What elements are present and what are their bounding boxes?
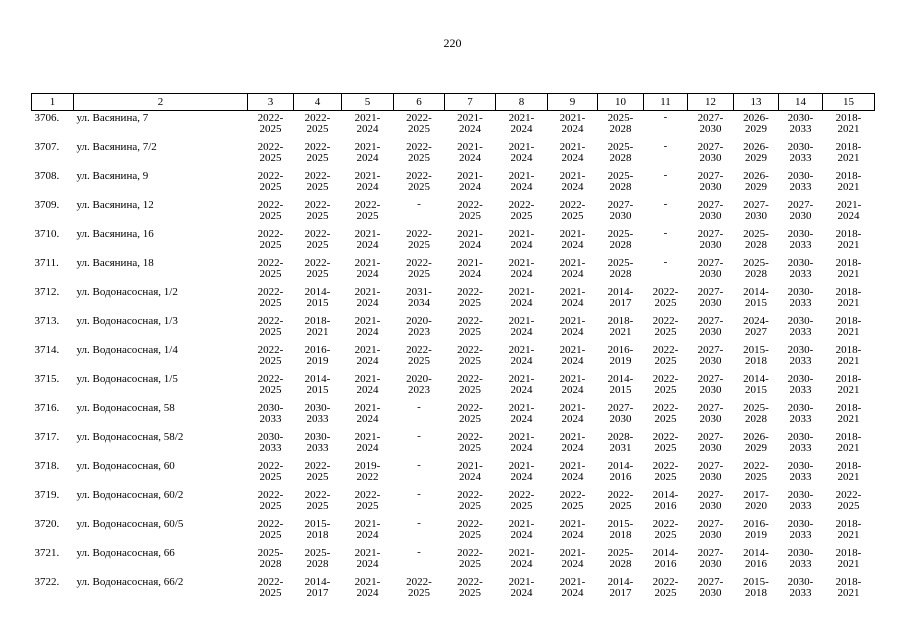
year-range-cell: 2022- 2025 [406,170,432,193]
year-range-cell: 2020- 2023 [406,315,432,338]
year-range-cell: 2027- 2030 [697,547,724,570]
year-range-cell: 2021- 2024 [354,286,381,309]
year-range-cell: 2022- 2025 [354,199,381,222]
year-range-cell: 2021- 2024 [559,431,586,454]
year-range-cell: 2021- 2024 [508,460,535,483]
year-range-cell: 2025- 2028 [743,257,769,280]
year-range-cell: 2026- 2029 [743,170,769,193]
column-header: 8 [496,94,548,111]
year-range-cell: 2022- 2025 [304,257,331,280]
year-range-cell: 2026- 2029 [743,112,769,135]
year-range-cell: 2021- 2024 [559,373,586,396]
year-range-cell: 2021- 2024 [354,170,381,193]
address: ул. Водонасосная, 1/3 [76,315,178,327]
table-body [32,111,875,605]
table-row [32,227,875,256]
table-row [32,517,875,546]
year-range-cell: 2018- 2021 [835,228,862,251]
year-range-cell: 2022- 2025 [835,489,862,512]
year-range-cell: 2027- 2030 [697,344,724,367]
address: ул. Васянина, 7 [76,112,149,124]
row-number: 3708. [34,170,60,182]
year-range-cell: 2030- 2033 [787,170,814,193]
year-range-cell: 2030- 2033 [787,344,814,367]
year-range-cell: 2021- 2024 [559,228,586,251]
year-range-cell: 2016- 2019 [743,518,769,541]
year-range-cell: 2022- 2025 [457,344,483,367]
table-row [32,169,875,198]
year-range-cell: 2022- 2025 [652,431,679,454]
year-range-cell: 2021- 2024 [508,344,535,367]
row-number: 3722. [34,576,60,588]
year-range-cell: 2018- 2021 [835,373,862,396]
year-range-cell: 2018- 2021 [835,257,862,280]
year-range-cell: 2022- 2025 [257,344,284,367]
year-range-cell: 2021- 2024 [457,228,483,251]
year-range-cell: 2021- 2024 [354,112,381,135]
year-range-cell: 2027- 2030 [607,199,634,222]
year-range-cell: - [417,401,421,413]
year-range-cell: 2018- 2021 [835,141,862,164]
address: ул. Водонасосная, 60 [76,460,175,472]
year-range-cell: 2026- 2029 [743,141,769,164]
year-range-cell: 2022- 2025 [257,199,284,222]
year-range-cell: 2030- 2033 [304,431,331,454]
table-row [32,343,875,372]
header-row [32,94,875,111]
year-range-cell: 2022- 2025 [257,576,284,599]
year-range-cell: 2025- 2028 [607,257,634,280]
year-range-cell: 2021- 2024 [508,141,535,164]
year-range-cell: 2021- 2024 [354,576,381,599]
table-row [32,459,875,488]
year-range-cell: 2027- 2030 [697,460,724,483]
column-header: 3 [248,94,294,111]
row-number: 3716. [34,402,60,414]
year-range-cell: 2014- 2015 [304,373,331,396]
row-number: 3707. [34,141,60,153]
year-range-cell: 2027- 2030 [697,228,724,251]
table-row [32,140,875,169]
year-range-cell: 2018- 2021 [835,112,862,135]
year-range-cell: 2021- 2024 [354,257,381,280]
year-range-cell: 2026- 2029 [743,431,769,454]
year-range-cell: 2022- 2025 [304,199,331,222]
address: ул. Водонасосная, 60/2 [76,489,184,501]
year-range-cell: 2022- 2025 [652,286,679,309]
row-number: 3718. [34,460,60,472]
year-range-cell: 2021- 2024 [559,286,586,309]
year-range-cell: 2022- 2025 [304,228,331,251]
year-range-cell: 2022- 2025 [257,489,284,512]
year-range-cell: 2021- 2024 [508,228,535,251]
year-range-cell: 2021- 2024 [559,402,586,425]
row-number: 3712. [34,286,60,298]
page-number: 220 [443,36,462,50]
year-range-cell: 2024- 2027 [743,315,769,338]
table-row [32,256,875,285]
column-header: 7 [445,94,496,111]
year-range-cell: 2025- 2028 [743,402,769,425]
column-header: 4 [294,94,342,111]
year-range-cell: 2027- 2030 [743,199,769,222]
year-range-cell: 2022- 2025 [406,257,432,280]
year-range-cell: 2022- 2025 [652,344,679,367]
year-range-cell: 2021- 2024 [457,112,483,135]
year-range-cell: 2021- 2024 [559,576,586,599]
year-range-cell: - [663,169,668,181]
year-range-cell: 2022- 2025 [743,460,769,483]
year-range-cell: 2021- 2024 [559,315,586,338]
row-number: 3711. [34,257,59,269]
year-range-cell: 2014- 2017 [607,286,634,309]
year-range-cell: 2015- 2018 [304,518,331,541]
year-range-cell: 2022- 2025 [652,518,679,541]
year-range-cell: - [417,459,421,471]
year-range-cell: 2030- 2033 [257,402,284,425]
year-range-cell: - [417,430,421,442]
year-range-cell: 2021- 2024 [457,257,483,280]
year-range-cell: 2014- 2016 [607,460,634,483]
address: ул. Водонасосная, 66/2 [76,576,184,588]
address: ул. Васянина, 16 [76,228,154,240]
year-range-cell: 2022- 2025 [304,170,331,193]
year-range-cell: 2021- 2024 [457,141,483,164]
year-range-cell: 2022- 2025 [257,518,284,541]
year-range-cell: - [663,256,668,268]
year-range-cell: 2021- 2024 [457,460,483,483]
year-range-cell: 2021- 2024 [508,373,535,396]
address: ул. Васянина, 12 [76,199,154,211]
address: ул. Водонасосная, 60/5 [76,518,184,530]
year-range-cell: 2022- 2025 [406,141,432,164]
year-range-cell: 2014- 2017 [304,576,331,599]
year-range-cell: 2030- 2033 [787,460,814,483]
year-range-cell: 2028- 2031 [607,431,634,454]
year-range-cell: 2027- 2030 [787,199,814,222]
table-row [32,546,875,575]
year-range-cell: 2025- 2028 [607,228,634,251]
row-number: 3709. [34,199,60,211]
year-range-cell: 2022- 2025 [257,170,284,193]
year-range-cell: 2021- 2024 [354,315,381,338]
year-range-cell: 2022- 2025 [257,228,284,251]
row-number: 3706. [34,112,60,124]
year-range-cell: 2021- 2024 [559,112,586,135]
year-range-cell: 2027- 2030 [697,373,724,396]
year-range-cell: 2030- 2033 [257,431,284,454]
year-range-cell: 2022- 2025 [652,402,679,425]
year-range-cell: 2027- 2030 [697,112,724,135]
year-range-cell: 2021- 2024 [559,460,586,483]
year-range-cell: 2022- 2025 [354,489,381,512]
year-range-cell: 2027- 2030 [697,431,724,454]
year-range-cell: 2021- 2024 [354,228,381,251]
year-range-cell: 2018- 2021 [835,576,862,599]
year-range-cell: 2021- 2024 [559,170,586,193]
year-range-cell: 2021- 2024 [508,286,535,309]
year-range-cell: 2027- 2030 [697,518,724,541]
year-range-cell: 2022- 2025 [457,286,483,309]
year-range-cell: 2016- 2019 [607,344,634,367]
year-range-cell: 2014- 2015 [743,286,769,309]
year-range-cell: 2030- 2033 [787,286,814,309]
year-range-cell: 2025- 2028 [257,547,284,570]
column-header: 11 [644,94,688,111]
year-range-cell: 2025- 2028 [607,170,634,193]
address: ул. Водонасосная, 1/4 [76,344,178,356]
year-range-cell: 2022- 2025 [457,315,483,338]
year-range-cell: 2022- 2025 [607,489,634,512]
year-range-cell: 2018- 2021 [835,170,862,193]
column-header: 10 [598,94,644,111]
address: ул. Водонасосная, 1/2 [76,286,178,298]
table-row [32,401,875,430]
year-range-cell: 2019- 2022 [354,460,381,483]
address: ул. Водонасосная, 1/5 [76,373,178,385]
year-range-cell: 2021- 2024 [559,141,586,164]
year-range-cell: 2027- 2030 [697,286,724,309]
year-range-cell: 2030- 2033 [787,315,814,338]
year-range-cell: 2022- 2025 [304,112,331,135]
year-range-cell: 2027- 2030 [607,402,634,425]
year-range-cell: 2021- 2024 [508,257,535,280]
year-range-cell: 2021- 2024 [354,547,381,570]
table-row [32,198,875,227]
column-header: 13 [734,94,779,111]
year-range-cell: 2022- 2025 [652,373,679,396]
year-range-cell: - [663,140,668,152]
year-range-cell: - [663,111,668,123]
year-range-cell: 2018- 2021 [835,460,862,483]
row-number: 3717. [34,431,60,443]
year-range-cell: 2021- 2024 [354,518,381,541]
year-range-cell: 2030- 2033 [787,489,814,512]
year-range-cell: 2031- 2034 [406,286,432,309]
address: ул. Васянина, 7/2 [76,141,157,153]
row-number: 3719. [34,489,60,501]
year-range-cell: 2027- 2030 [697,402,724,425]
row-number: 3710. [34,228,60,240]
year-range-cell: 2022- 2025 [257,315,284,338]
year-range-cell: 2022- 2025 [406,344,432,367]
year-range-cell: 2022- 2025 [559,199,586,222]
year-range-cell: 2021- 2024 [508,170,535,193]
column-header: 6 [394,94,445,111]
year-range-cell: 2022- 2025 [457,402,483,425]
year-range-cell: 2030- 2033 [787,228,814,251]
column-header: 9 [548,94,598,111]
year-range-cell: - [663,227,668,239]
year-range-cell: 2025- 2028 [743,228,769,251]
year-range-cell: 2021- 2024 [508,112,535,135]
year-range-cell: 2027- 2030 [697,141,724,164]
year-range-cell: 2014- 2015 [607,373,634,396]
year-range-cell: 2022- 2025 [457,576,483,599]
year-range-cell: 2021- 2024 [559,257,586,280]
year-range-cell: 2018- 2021 [835,286,862,309]
year-range-cell: 2014- 2015 [743,373,769,396]
column-header: 15 [823,94,875,111]
year-range-cell: 2025- 2028 [607,547,634,570]
year-range-cell: 2022- 2025 [257,141,284,164]
year-range-cell: 2030- 2033 [787,141,814,164]
year-range-cell: 2021- 2024 [559,518,586,541]
year-range-cell: 2025- 2028 [607,141,634,164]
year-range-cell: 2014- 2015 [304,286,331,309]
year-range-cell: 2017- 2020 [743,489,769,512]
year-range-cell: 2015- 2018 [743,576,769,599]
year-range-cell: 2022- 2025 [304,141,331,164]
year-range-cell: 2015- 2018 [743,344,769,367]
year-range-cell: 2022- 2025 [559,489,586,512]
year-range-cell: 2018- 2021 [835,402,862,425]
year-range-cell: 2018- 2021 [835,344,862,367]
year-range-cell: 2027- 2030 [697,315,724,338]
year-range-cell: 2021- 2024 [354,141,381,164]
year-range-cell: 2022- 2025 [457,547,483,570]
column-header: 12 [688,94,734,111]
year-range-cell: 2018- 2021 [835,315,862,338]
year-range-cell: 2014- 2017 [607,576,634,599]
year-range-cell: 2021- 2024 [508,518,535,541]
year-range-cell: 2018- 2021 [835,431,862,454]
year-range-cell: 2022- 2025 [406,228,432,251]
year-range-cell: 2027- 2030 [697,489,724,512]
year-range-cell: 2022- 2025 [457,373,483,396]
year-range-cell: 2022- 2025 [406,576,432,599]
year-range-cell: 2021- 2024 [457,170,483,193]
year-range-cell: 2022- 2025 [257,286,284,309]
year-range-cell: 2015- 2018 [607,518,634,541]
column-header: 5 [342,94,394,111]
row-number: 3720. [34,518,60,530]
year-range-cell: - [417,517,421,529]
table-row [32,314,875,343]
year-range-cell: 2022- 2025 [457,199,483,222]
table-row [32,285,875,314]
year-range-cell: 2030- 2033 [787,576,814,599]
column-header: 2 [74,94,248,111]
address: ул. Васянина, 18 [76,257,154,269]
address: ул. Водонасосная, 58 [76,402,175,414]
year-range-cell: 2021- 2024 [354,402,381,425]
column-header: 1 [32,94,74,111]
year-range-cell: 2018- 2021 [835,518,862,541]
year-range-cell: 2018- 2021 [607,315,634,338]
year-range-cell: - [417,488,421,500]
year-range-cell: 2022- 2025 [457,431,483,454]
year-range-cell: 2014- 2016 [652,547,679,570]
year-range-cell: 2022- 2025 [257,460,284,483]
table-row [32,430,875,459]
year-range-cell: 2021- 2024 [508,547,535,570]
year-range-cell: 2022- 2025 [257,257,284,280]
year-range-cell: 2030- 2033 [787,547,814,570]
year-range-cell: 2021- 2024 [835,199,862,222]
year-range-cell: 2021- 2024 [508,315,535,338]
year-range-cell: 2021- 2024 [354,431,381,454]
year-range-cell: 2027- 2030 [697,576,724,599]
year-range-cell: 2030- 2033 [787,112,814,135]
year-range-cell: 2022- 2025 [257,112,284,135]
year-range-cell: 2021- 2024 [354,373,381,396]
year-range-cell: 2014- 2016 [652,489,679,512]
year-range-cell: 2022- 2025 [457,489,483,512]
year-range-cell: 2030- 2033 [787,402,814,425]
year-range-cell: 2022- 2025 [508,489,535,512]
year-range-cell: 2030- 2033 [787,373,814,396]
year-range-cell: 2030- 2033 [304,402,331,425]
table-row [32,111,875,141]
year-range-cell: 2030- 2033 [787,431,814,454]
year-range-cell: 2022- 2025 [508,199,535,222]
year-range-cell: 2021- 2024 [508,576,535,599]
year-range-cell: - [417,546,421,558]
year-range-cell: 2020- 2023 [406,373,432,396]
year-range-cell: 2021- 2024 [559,344,586,367]
year-range-cell: 2022- 2025 [304,489,331,512]
year-range-cell: 2021- 2024 [508,431,535,454]
year-range-cell: 2022- 2025 [652,315,679,338]
year-range-cell: 2021- 2024 [508,402,535,425]
year-range-cell: 2027- 2030 [697,257,724,280]
address: ул. Водонасосная, 58/2 [76,431,184,443]
row-number: 3721. [34,547,60,559]
year-range-cell: 2014- 2016 [743,547,769,570]
year-range-cell: 2022- 2025 [304,460,331,483]
year-range-cell: 2022- 2025 [652,460,679,483]
year-range-cell: 2022- 2025 [257,373,284,396]
row-number: 3715. [34,373,60,385]
year-range-cell: - [663,198,668,210]
year-range-cell: 2025- 2028 [607,112,634,135]
year-range-cell: - [417,198,421,210]
year-range-cell: 2030- 2033 [787,518,814,541]
year-range-cell: 2027- 2030 [697,199,724,222]
year-range-cell: 2025- 2028 [304,547,331,570]
year-range-cell: 2018- 2021 [304,315,331,338]
table-row [32,372,875,401]
column-header: 14 [779,94,823,111]
year-range-cell: 2022- 2025 [652,576,679,599]
year-range-cell: 2018- 2021 [835,547,862,570]
year-range-cell: 2030- 2033 [787,257,814,280]
year-range-cell: 2016- 2019 [304,344,331,367]
row-number: 3713. [34,315,60,327]
year-range-cell: 2021- 2024 [559,547,586,570]
year-range-cell: 2021- 2024 [354,344,381,367]
year-range-cell: 2022- 2025 [406,112,432,135]
address: ул. Водонасосная, 66 [76,547,175,559]
row-number: 3714. [34,344,60,356]
data-table [31,93,875,604]
table-row [32,575,875,604]
table-row [32,488,875,517]
year-range-cell: 2027- 2030 [697,170,724,193]
address: ул. Васянина, 9 [76,170,149,182]
year-range-cell: 2022- 2025 [457,518,483,541]
